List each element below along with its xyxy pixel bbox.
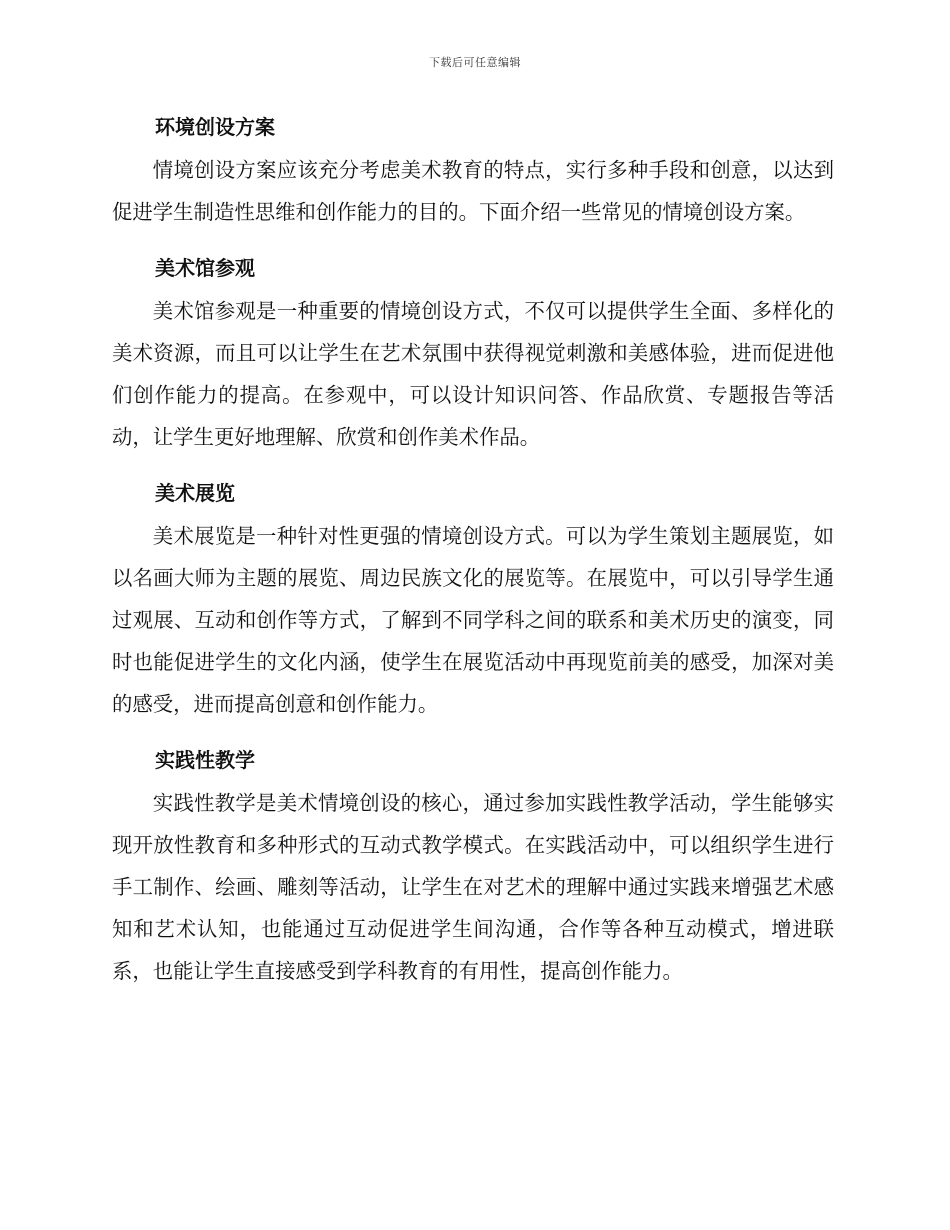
page-header-note: 下载后可任意编辑 [429, 56, 521, 69]
section-paragraph-museum-visit: 美术馆参观是一种重要的情境创设方式，不仅可以提供学生全面、多样化的美术资源，而且可以让学生在艺术氛围中获得视觉刺激和美感体验，进而促进他们创作能力的提高。在参观中，可以设计知识问答、作品欣赏、专题报告等活动，让学生更好地理解、欣赏和创作美术作品。 [112, 299, 834, 449]
section-heading-practical-teaching: 实践性教学 [155, 747, 255, 772]
section-paragraph-art-exhibition: 美术展览是一种针对性更强的情境创设方式。可以为学生策划主题展览，如以名画大师为主题的展览、周边民族文化的展览等。在展览中，可以引导学生通过观展、互动和创作等方式，了解到不同学科之间的联系和美术历史的演变，同时也能促进学生的文化内涵，使学生在展览活动中再现览前美的感受，加深对美的感受，进而提高创意和创作能力。 [112, 524, 834, 716]
section-heading-museum-visit: 美术馆参观 [155, 255, 255, 280]
document-body [112, 104, 834, 1004]
section-paragraph-practical-teaching: 实践性教学是美术情境创设的核心，通过参加实践性教学活动，学生能够实现开放性教育和多种形式的互动式教学模式。在实践活动中，可以组织学生进行手工制作、绘画、雕刻等活动，让学生在对艺术的理解中通过实践来增强艺术感知和艺术认知，也能通过互动促进学生间沟通，合作等各种互动模式，增进联系，也能让学生直接感受到学科教育的有用性，提高创作能力。 [112, 791, 834, 983]
section-paragraph-environment: 情境创设方案应该充分考虑美术教育的特点，实行多种手段和创意，以达到促进学生制造性思维和创作能力的目的。下面介绍一些常见的情境创设方案。 [112, 158, 834, 224]
section-heading-art-exhibition: 美术展览 [155, 480, 235, 505]
section-heading-environment: 环境创设方案 [155, 114, 275, 139]
